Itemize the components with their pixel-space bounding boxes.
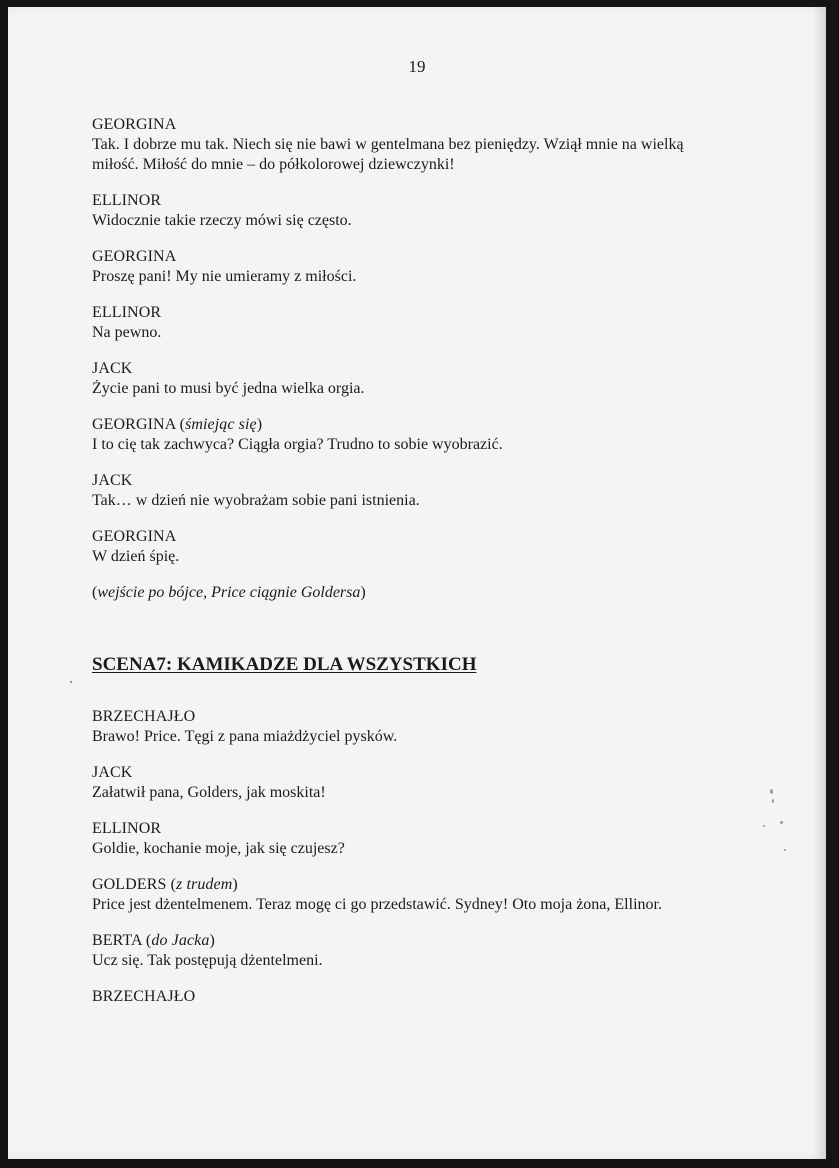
speaker-name: [92, 527, 732, 547]
stage-direction: (wejście po bójce, Price ciągnie Goldersa): [92, 584, 366, 601]
dialogue-line: W dzień śpię.: [92, 548, 180, 565]
speaker-label: GEORGINA: [92, 528, 177, 545]
dialogue-line: Życie pani to musi być jedna wielka orgia.: [92, 380, 365, 397]
speaker-name: [92, 115, 732, 135]
speaker-label: ELLINOR: [92, 304, 162, 321]
dialogue-line: Załatwił pana, Golders, jak moskita!: [92, 784, 326, 801]
speaker-name: GEORGINA (śmiejąc się): [92, 416, 263, 433]
dialogue-line: I to cię tak zachwyca? Ciągła orgia? Trudno to sobie wyobrazić.: [92, 436, 503, 453]
dialogue-line: Widocznie takie rzeczy mówi się często.: [92, 212, 352, 229]
speaker-label: JACK: [92, 764, 133, 781]
speaker-name: GOLDERS (z trudem): [92, 876, 238, 893]
scan-specks: [760, 785, 790, 865]
speaker-label: GEORGINA: [92, 248, 177, 265]
dialogue-block: [92, 303, 732, 343]
dialogue-block: [92, 359, 732, 399]
speaker-direction: śmiejąc się: [185, 416, 257, 433]
dialogue-section-bottom: [92, 707, 732, 1007]
speaker-direction: z trudem: [176, 876, 233, 893]
speaker-name: [92, 987, 732, 1007]
dialogue-line: Goldie, kochanie moje, jak się czujesz?: [92, 840, 345, 857]
dialogue-block: [92, 191, 732, 231]
dialogue-block: [92, 115, 732, 175]
speaker-name: [92, 191, 732, 211]
speaker-label: BERTA: [92, 932, 142, 949]
dialogue-block: [92, 247, 732, 287]
speaker-name: [92, 247, 732, 267]
dialogue-line: Brawo! Price. Tęgi z pana miażdżyciel pysków.: [92, 728, 398, 745]
page-number: 19: [408, 57, 426, 76]
scene-heading: SCENA7: KAMIKADZE DLA WSZYSTKICH: [92, 654, 477, 675]
speaker-label: GEORGINA: [92, 416, 176, 433]
dialogue-block: [92, 415, 732, 455]
dialogue-line: Tak… w dzień nie wyobrażam sobie pani istnienia.: [92, 492, 420, 509]
speaker-name: [92, 359, 732, 379]
dialogue-line: Ucz się. Tak postępują dżentelmeni.: [92, 952, 323, 969]
scan-speck: [70, 681, 72, 683]
dialogue-block: [92, 875, 732, 915]
speaker-label: BRZECHAJŁO: [92, 988, 196, 1005]
dialogue-block: [92, 707, 732, 747]
speaker-label: ELLINOR: [92, 820, 162, 837]
dialogue-block: [92, 987, 732, 1007]
speaker-label: JACK: [92, 360, 133, 377]
dialogue-block: [92, 527, 732, 567]
stage-direction-text: wejście po bójce, Price ciągnie Goldersa: [97, 584, 361, 601]
script-content: [92, 115, 732, 1023]
speaker-direction: do Jacka: [151, 932, 210, 949]
speaker-name: [92, 303, 732, 323]
dialogue-block: [92, 931, 732, 971]
dialogue-block: [92, 819, 732, 859]
speaker-name: BERTA (do Jacka): [92, 932, 215, 949]
speaker-label: ELLINOR: [92, 192, 162, 209]
speaker-label: GEORGINA: [92, 116, 177, 133]
speaker-name: [92, 819, 732, 839]
speaker-label: BRZECHAJŁO: [92, 708, 196, 725]
speaker-name: [92, 763, 732, 783]
speaker-name: [92, 471, 732, 491]
paper-shadow-edge: [812, 7, 826, 1159]
dialogue-line: Price jest dżentelmenem. Teraz mogę ci go przedstawić. Sydney! Oto moja żona, Ellinor.: [92, 896, 662, 913]
dialogue-section-top: [92, 115, 732, 567]
dialogue-line: Tak. I dobrze mu tak. Niech się nie bawi w gentelmana bez pieniędzy. Wziął mnie na wielką: [92, 136, 684, 153]
dialogue-line: miłość. Miłość do mnie – do półkolorowej dziewczynki!: [92, 156, 455, 173]
speaker-label: JACK: [92, 472, 133, 489]
dialogue-block: [92, 763, 732, 803]
speaker-label: GOLDERS: [92, 876, 167, 893]
dialogue-block: [92, 471, 732, 511]
dialogue-line: Proszę pani! My nie umieramy z miłości.: [92, 268, 357, 285]
speaker-name: [92, 707, 732, 727]
dialogue-line: Na pewno.: [92, 324, 162, 341]
